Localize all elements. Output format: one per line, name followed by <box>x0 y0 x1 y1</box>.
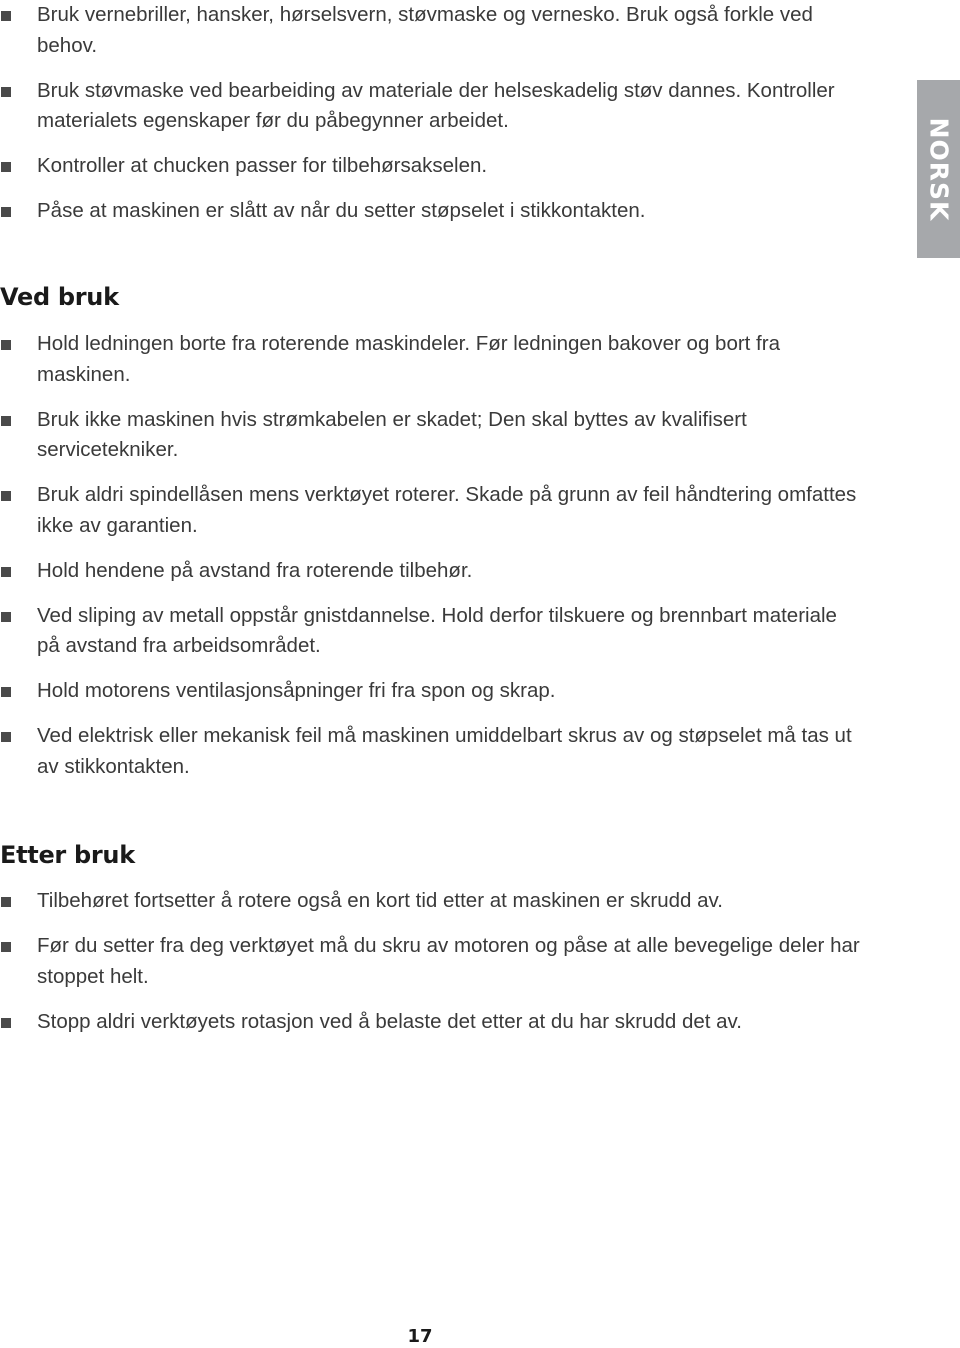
list-item <box>0 1007 860 1038</box>
list-item <box>0 601 860 662</box>
list-item-text: Før du setter fra deg verktøyet må du skru av motoren og påse at alle bevegelige deler har stoppet helt. <box>37 934 860 988</box>
square-bullet-icon <box>1 732 11 742</box>
safety-list-during-use <box>0 329 860 797</box>
list-item-text: Bruk aldri spindellåsen mens verktøyet roterer. Skade på grunn av feil håndtering omfattes ikke av garantien. <box>37 483 857 537</box>
list-item <box>0 556 860 587</box>
square-bullet-icon <box>1 897 11 907</box>
list-item <box>0 676 860 707</box>
list-item <box>0 0 860 61</box>
list-item <box>0 196 860 227</box>
safety-list-before-use <box>0 0 860 241</box>
list-item-text: Bruk vernebriller, hansker, hørselsvern, støvmaske og vernesko. Bruk også forkle ved behov. <box>37 3 813 57</box>
list-item-text: Bruk ikke maskinen hvis strømkabelen er skadet; Den skal byttes av kvalifisert servicetekniker. <box>37 407 747 461</box>
list-item <box>0 931 860 992</box>
list-item-text: Stopp aldri verktøyets rotasjon ved å belaste det etter at du har skrudd det av. <box>37 1009 742 1033</box>
section-heading-during-use: Ved bruk <box>0 283 119 311</box>
list-item <box>0 405 860 466</box>
list-item-text: Hold ledningen borte fra roterende maskindeler. Før ledningen bakover og bort fra maskinen. <box>37 332 780 386</box>
list-item-text: Hold motorens ventilasjonsåpninger fri fra spon og skrap. <box>37 679 556 702</box>
square-bullet-icon <box>1 416 11 426</box>
language-tab-label: NORSK <box>924 117 953 221</box>
list-item-text: Ved elektrisk eller mekanisk feil må maskinen umiddelbart skrus av og støpselet må tas ut av stikkontakten. <box>37 724 852 778</box>
list-item <box>0 76 860 137</box>
language-tab <box>917 80 960 258</box>
square-bullet-icon <box>1 612 11 622</box>
list-item-text: Hold hendene på avstand fra roterende tilbehør. <box>37 558 473 582</box>
square-bullet-icon <box>1 87 11 97</box>
square-bullet-icon <box>1 207 11 217</box>
list-item <box>0 886 860 917</box>
page-number: 17 <box>407 1326 433 1347</box>
list-item <box>0 151 860 182</box>
list-item <box>0 721 860 782</box>
list-item-text: Påse at maskinen er slått av når du setter støpselet i stikkontakten. <box>37 199 646 222</box>
list-item-text: Ved sliping av metall oppstår gnistdannelse. Hold derfor tilskuere og brennbart materiale på avstand fra arbeidsområdet. <box>37 603 837 657</box>
square-bullet-icon <box>1 11 11 21</box>
square-bullet-icon <box>1 340 11 350</box>
list-item <box>0 329 860 390</box>
safety-list-after-use <box>0 886 860 1052</box>
square-bullet-icon <box>1 942 11 952</box>
list-item-text: Kontroller at chucken passer for tilbehørsakselen. <box>37 154 488 177</box>
square-bullet-icon <box>1 567 11 577</box>
square-bullet-icon <box>1 687 11 697</box>
square-bullet-icon <box>1 1018 11 1028</box>
list-item <box>0 480 860 541</box>
square-bullet-icon <box>1 162 11 172</box>
list-item-text: Tilbehøret fortsetter å rotere også en kort tid etter at maskinen er skrudd av. <box>37 889 723 912</box>
section-heading-after-use: Etter bruk <box>0 841 135 869</box>
square-bullet-icon <box>1 491 11 501</box>
list-item-text: Bruk støvmaske ved bearbeiding av materiale der helseskadelig støv dannes. Kontroller materialets egenskaper før du påbegynner arbeidet. <box>37 78 835 132</box>
